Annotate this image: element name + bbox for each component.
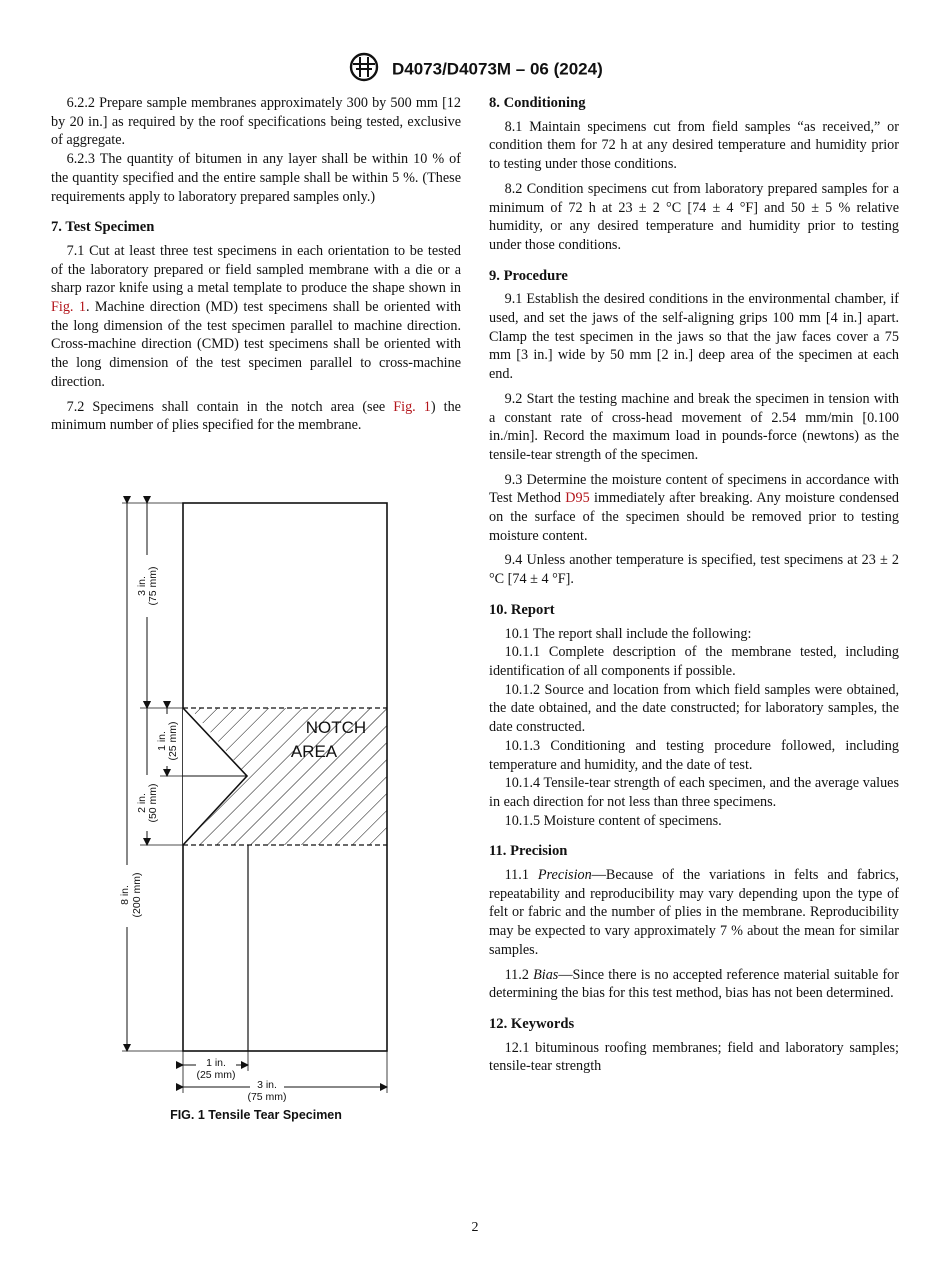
paragraph-7-1-text-b: . Machine direction (MD) test specimens shall be oriented with the long dimension of the test specimen parallel to machine direction. Cross-machine direction (CMD) test specimens shall be oriented with the long dimension of the test specimen parallel to cross-machine direction. [51, 299, 461, 390]
paragraph-7-1-text-a: 7.1 Cut at least three test specimens in each orientation to be tested of the laboratory prepared or field sampled membrane with a die or a sharp razor knife using a metal template to produce the shape shown in [51, 242, 461, 297]
standard-designation: D4073/D4073M – 06 (2024) [391, 59, 603, 79]
paragraph-7-2 [51, 398, 461, 435]
dim-1in-label: 1 in. [156, 731, 168, 751]
dim-200mm-label: (200 mm) [131, 872, 143, 918]
fig1-link[interactable]: Fig. 1 [51, 299, 86, 316]
paragraph-12-1: 12.1 bituminous roofing membranes; field and laboratory samples; tensile-tear strength [489, 1039, 899, 1075]
section-12-title: 12. Keywords [489, 1015, 575, 1032]
paragraph-10-1: 10.1 The report shall include the following: [504, 625, 752, 642]
paragraph-10-1-5: 10.1.5 Moisture content of specimens. [504, 812, 722, 829]
bottom-1in-label: 1 in. [206, 1057, 226, 1069]
figure-1 [110, 493, 410, 1108]
page-header [0, 52, 950, 87]
section-10-title: 10. Report [489, 601, 555, 618]
paragraph-11-2-num: 11.2 [504, 966, 534, 983]
figure-caption: FIG. 1 Tensile Tear Specimen [170, 1108, 342, 1122]
paragraph-11-2 [489, 966, 899, 1003]
fig1-link-2[interactable]: Fig. 1 [393, 398, 431, 415]
paragraph-9-3-text-a: 9.3 Determine the moisture content of specimens in accordance with Test Method [489, 471, 899, 507]
dim-50mm-label: (50 mm) [147, 783, 159, 823]
paragraph-6-2-3: 6.2.3 The quantity of bitumen in any layer shall be within 10 % of the quantity specified and the entire sample shall be within 5 %. (These requirements apply to laboratory prepared samples only.) [51, 151, 461, 205]
page-number: 2 [471, 1220, 479, 1235]
paragraph-9-1: 9.1 Establish the desired conditions in the environmental chamber, if used, and set the jaws of the self-aligning grips 100 mm [4 in.] apart. Clamp the test specimen in the jaws so that the jaw faces cover a 75 mm [3 in.] wide by 50 mm [2 in.] deep area of the specimen at each end. [489, 291, 899, 383]
paragraph-11-1-text: —Because of the variations in felts and fabrics, repeatability and reproducibility may vary depending upon the type of felt or fabric and the number of plies in the membrane. Reproducibility may be expected to vary approximately 7 % about the mean for similar samples. [489, 867, 899, 958]
paragraph-11-1-num: 11.1 [504, 867, 538, 884]
section-9-title: 9. Procedure [489, 267, 568, 284]
paragraph-9-3 [489, 471, 899, 546]
paragraph-8-1: 8.1 Maintain specimens cut from field samples “as received,” or condition them for 72 h at any desired temperature and humidity prior to testing under those conditions. [489, 118, 899, 173]
paragraph-9-3-text-b: immediately after breaking. Any moisture condensed on the surface of the specimen should be removed prior to testing moisture content. [489, 490, 899, 544]
paragraph-7-2-text-b: ) the minimum number of plies specified for the membrane. [51, 398, 461, 434]
dim-3in-label: 3 in. [136, 576, 148, 596]
area-label: AREA [290, 742, 338, 761]
notch-label: NOTCH [305, 718, 367, 737]
paragraph-11-2-text: —Since there is no accepted reference material suitable for determining the bias for this test method, bias has not been determined. [489, 966, 899, 1002]
paragraph-11-1 [489, 866, 899, 960]
astm-logo-icon [347, 52, 381, 87]
dim-2in-label: 2 in. [136, 793, 148, 813]
paragraph-10-1-1: 10.1.1 Complete description of the membrane tested, including identification of all components if possible. [489, 644, 899, 679]
paragraph-6-2-2: 6.2.2 Prepare sample membranes approximately 300 by 500 mm [12 by 20 in.] as required by the roof specifications being tested, exclusive of aggregate. [51, 95, 461, 149]
paragraph-9-4: 9.4 Unless another temperature is specified, test specimens at 23 ± 2 °C [74 ± 4 °F]. [489, 552, 899, 588]
paragraph-9-2: 9.2 Start the testing machine and break the specimen in tension with a constant rate of cross-head movement of 2.54 mm/min [0.100 in./min]. Record the maximum load in pounds-force (newtons) as the tensile-tear strength of the specimen. [489, 390, 899, 463]
bottom-75mm-label: (75 mm) [247, 1091, 287, 1103]
dim-75mm-label: (75 mm) [147, 566, 159, 606]
section-11-title: 11. Precision [489, 843, 568, 860]
d95-link[interactable]: D95 [565, 490, 590, 507]
paragraph-11-2-term: Bias [533, 966, 559, 983]
dim-8in-label: 8 in. [119, 885, 131, 905]
paragraph-10-1-4: 10.1.4 Tensile-tear strength of each specimen, and the average values in each direction for not less than three specimens. [489, 775, 899, 810]
paragraph-7-1 [51, 242, 461, 392]
section-7-title: 7. Test Specimen [51, 219, 155, 236]
paragraph-7-2-text-a: 7.2 Specimens shall contain in the notch area (see [66, 398, 394, 415]
section-8-title: 8. Conditioning [489, 95, 586, 111]
dim-25mm-label: (25 mm) [167, 721, 179, 761]
bottom-25mm-label: (25 mm) [196, 1069, 236, 1081]
tensile-tear-specimen-drawing [110, 493, 410, 1103]
paragraph-11-1-term: Precision [537, 867, 592, 884]
paragraph-8-2: 8.2 Condition specimens cut from laboratory prepared samples for a minimum of 72 h at 23 ± 2 °C [74 ± 4 °F] and 50 ± 5 % relative humidity, or any desired temperature and humidity prior to testing under those conditions. [489, 180, 899, 253]
paragraph-10-1-3: 10.1.3 Conditioning and testing procedure followed, including temperature and humidity, and the date of test. [489, 737, 899, 773]
right-column [489, 94, 899, 1076]
bottom-3in-label: 3 in. [257, 1079, 277, 1091]
paragraph-10-1-2: 10.1.2 Source and location from which field samples were obtained, the date obtained, and the date constructed; for laboratory samples, the date constructed. [489, 681, 899, 736]
left-column [51, 94, 461, 435]
